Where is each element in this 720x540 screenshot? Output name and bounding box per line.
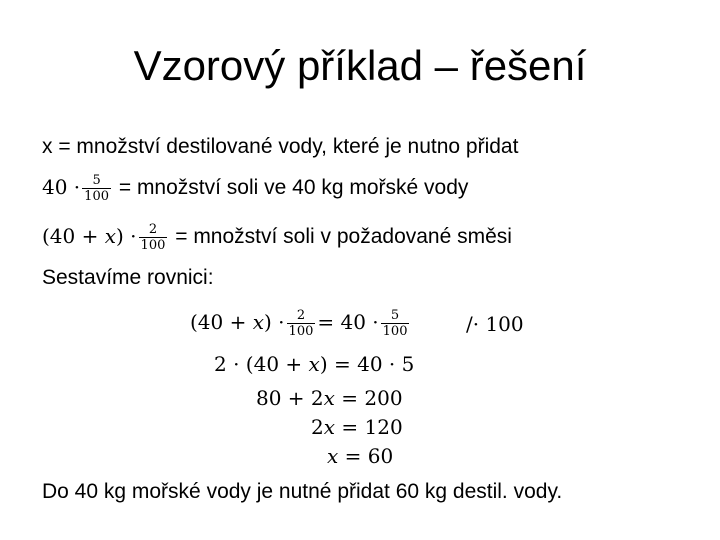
eq2-left: 2 · (40 + [214,352,309,376]
definition-text: = množství soli v požadované směsi [175,225,512,249]
eq1-left-open: (40 + [190,310,253,334]
conclusion: Do 40 kg mořské vody je nutné přidat 60 kg destil. vody. [42,480,563,503]
var-x: x [308,352,320,376]
fraction-2-100 [139,222,168,253]
fraction-2-100 [287,308,316,339]
equation-3 [256,386,403,410]
equation-1-operation: /· 100 [466,312,524,336]
eq3-right: = 200 [334,386,403,410]
eq4-left: 2 [311,415,324,439]
eq1-mid: = 40 · [317,310,379,334]
fraction-denominator: 100 [382,324,408,339]
fraction-numerator: 2 [148,222,158,237]
definition-salt-mix [42,222,512,253]
equation-2 [214,352,414,376]
equation-1 [190,308,411,339]
equation-4 [311,415,403,439]
fraction-numerator: 5 [92,173,101,188]
var-x: x [323,386,335,410]
fraction-numerator: 2 [296,308,306,323]
var-x: x [252,310,265,334]
eq1-left-close: ) · [264,310,285,334]
var-x: x [327,444,339,468]
eq3-left: 80 + 2 [256,386,324,410]
eq4-right: = 120 [335,415,403,439]
coef-40: 40 · [42,175,81,200]
expr-close: ) · [116,224,137,249]
definition-text: = množství soli ve 40 kg mořské vody [118,176,469,200]
equation-5 [327,444,393,468]
fraction-denominator: 100 [84,189,109,204]
fraction-5-100 [82,173,111,204]
eq5-right: = 60 [338,444,394,468]
expr-open: (40 + [42,224,105,249]
eq2-right: ) = 40 · 5 [319,352,415,376]
slide-title: Vzorový příklad – řešení [133,42,587,89]
fraction-denominator: 100 [288,324,314,339]
definition-salt-sea [42,173,468,204]
fraction-denominator: 100 [140,238,166,253]
fraction-numerator: 5 [390,308,400,323]
fraction-5-100 [381,308,410,339]
var-x: x [104,224,117,249]
definition-x: x = množství destilované vody, které je nutno přidat [42,135,519,158]
var-x: x [323,415,336,439]
setup-heading: Sestavíme rovnici: [42,266,214,289]
